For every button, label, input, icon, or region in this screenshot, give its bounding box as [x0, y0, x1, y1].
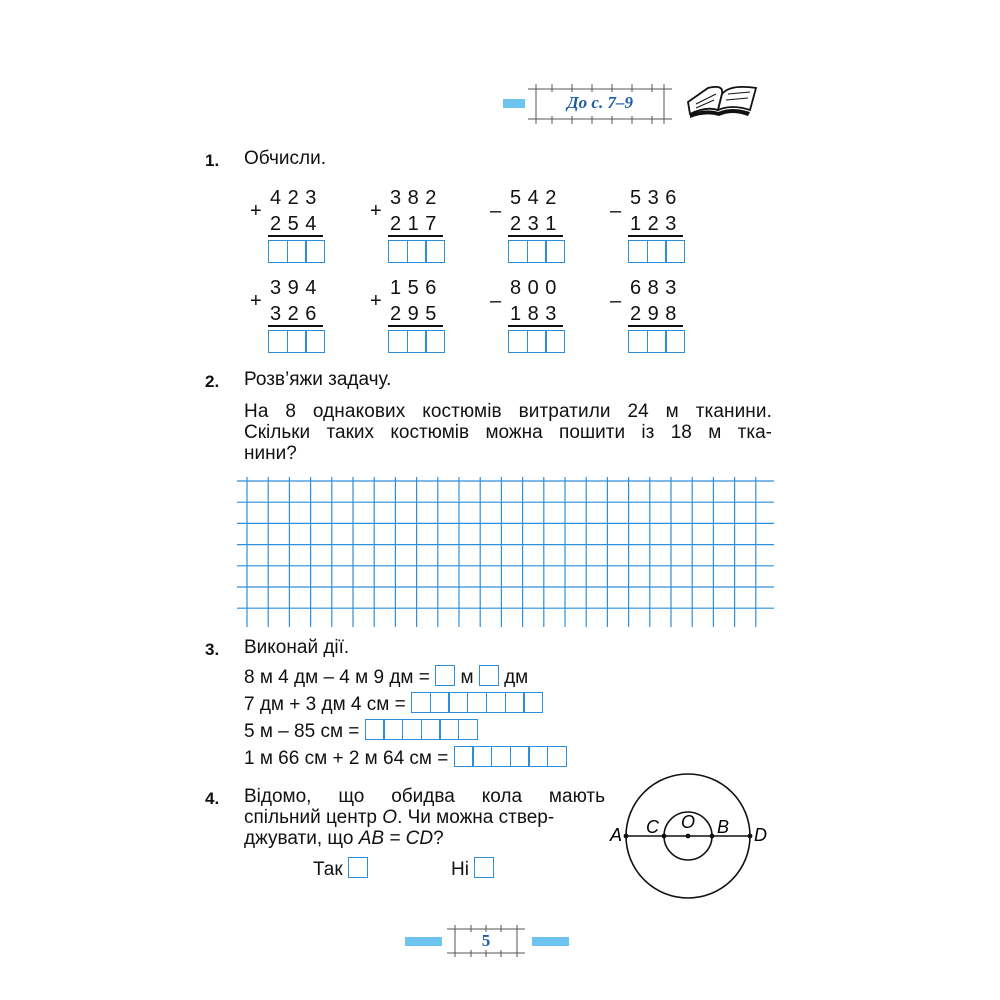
unit-dm: дм	[504, 667, 529, 688]
page-number: 5	[481, 931, 491, 950]
equation: AB = CD	[358, 828, 434, 849]
label-a: A	[610, 825, 623, 845]
unit-m: м	[460, 667, 474, 688]
sum-line	[628, 325, 683, 327]
operand-top: 683	[630, 277, 683, 299]
operand-bottom: 183	[510, 303, 563, 325]
operand-bottom: 231	[510, 213, 563, 235]
expression-text: 1 м 66 см + 2 м 64 см =	[244, 748, 449, 769]
question-line-2	[244, 807, 605, 829]
calc-column	[610, 275, 700, 345]
label-b: B	[717, 817, 730, 837]
expression-text: 8 м 4 дм – 4 м 9 дм =	[244, 667, 430, 688]
answer-boxes[interactable]	[388, 330, 444, 353]
answer-boxes[interactable]	[508, 240, 564, 263]
label-o: O	[681, 812, 696, 832]
answer-box-dm[interactable]	[479, 665, 499, 686]
operand-top: 536	[630, 187, 683, 209]
calc-column	[610, 185, 700, 255]
task-3-prompt: Виконай дії.	[244, 637, 350, 658]
operand-top: 156	[390, 277, 443, 299]
point-a	[624, 834, 629, 839]
point-c	[662, 834, 667, 839]
problem-text-line: Скільки таких костюмів можна пошити із 18 м тка-	[244, 422, 772, 443]
operand-bottom: 298	[630, 303, 683, 325]
answer-boxes[interactable]	[454, 746, 566, 767]
operator: –	[610, 290, 622, 312]
section-reference	[528, 84, 672, 124]
label-d: D	[754, 825, 767, 845]
point-d	[748, 834, 753, 839]
question-line-1: Відомо, що обидва кола мають	[244, 786, 605, 807]
expression-3	[244, 719, 477, 743]
operand-top: 382	[390, 187, 443, 209]
expression-1	[244, 665, 528, 689]
answer-boxes[interactable]	[268, 330, 324, 353]
sum-line	[388, 235, 443, 237]
answer-box-m[interactable]	[435, 665, 455, 686]
operand-bottom: 217	[390, 213, 443, 235]
operand-top: 800	[510, 277, 563, 299]
task-2-number: 2.	[205, 372, 220, 391]
operator: –	[490, 200, 502, 222]
calc-column	[370, 185, 460, 255]
footer-accent-bar-right	[532, 937, 569, 946]
operand-top: 542	[510, 187, 563, 209]
answer-boxes[interactable]	[628, 240, 684, 263]
sum-line	[268, 325, 323, 327]
calc-column	[250, 185, 340, 255]
point-b	[710, 834, 715, 839]
answer-boxes[interactable]	[508, 330, 564, 353]
answer-boxes[interactable]	[365, 719, 477, 740]
option-no	[451, 857, 494, 881]
task-1-prompt: Обчисли.	[244, 148, 327, 169]
answer-boxes[interactable]	[628, 330, 684, 353]
calc-column	[370, 275, 460, 345]
checkbox-no[interactable]	[474, 857, 494, 878]
question-text: джувати, що	[244, 828, 354, 849]
question-text: . Чи можна ствер-	[397, 807, 555, 828]
task-3-number: 3.	[205, 640, 220, 659]
point-label-o: O	[382, 807, 398, 828]
operator: –	[490, 290, 502, 312]
header-accent-bar	[503, 99, 525, 108]
answer-boxes[interactable]	[388, 240, 444, 263]
problem-text-line: нини?	[244, 443, 297, 464]
option-yes-label: Так	[313, 859, 343, 880]
sum-line	[508, 235, 563, 237]
expression-text: 7 дм + 3 дм 4 см =	[244, 694, 406, 715]
calc-column	[490, 275, 580, 345]
footer-accent-bar-left	[405, 937, 442, 946]
option-yes	[313, 857, 368, 881]
expression-text: 5 м – 85 см =	[244, 721, 360, 742]
operator: +	[370, 200, 382, 222]
calc-column	[490, 185, 580, 255]
operand-bottom: 295	[390, 303, 443, 325]
label-c: C	[646, 817, 659, 837]
sum-line	[268, 235, 323, 237]
operator: +	[250, 290, 262, 312]
task-1-number: 1.	[205, 151, 220, 170]
calc-column	[250, 275, 340, 345]
question-line-3	[244, 828, 444, 850]
expression-2	[244, 692, 542, 716]
question-text: спільний центр	[244, 807, 377, 828]
task-4-number: 4.	[205, 789, 220, 808]
operator: +	[250, 200, 262, 222]
question-text: ?	[433, 828, 444, 849]
problem-text-line: На 8 однакових костюмів витратили 24 м тканини.	[244, 401, 772, 422]
sum-line	[388, 325, 443, 327]
operand-bottom: 254	[270, 213, 323, 235]
answer-boxes[interactable]	[411, 692, 542, 713]
answer-boxes[interactable]	[268, 240, 324, 263]
concentric-circles-diagram	[604, 773, 780, 908]
checkbox-yes[interactable]	[348, 857, 368, 878]
open-book-icon	[684, 80, 760, 122]
operator: –	[610, 200, 622, 222]
operand-top: 423	[270, 187, 323, 209]
answer-grid[interactable]	[237, 477, 774, 627]
page-number-frame	[447, 925, 525, 957]
point-o	[686, 834, 691, 839]
sum-line	[628, 235, 683, 237]
option-no-label: Ні	[451, 859, 469, 880]
operand-bottom: 123	[630, 213, 683, 235]
expression-4	[244, 746, 566, 770]
operand-top: 394	[270, 277, 323, 299]
operand-bottom: 326	[270, 303, 323, 325]
sum-line	[508, 325, 563, 327]
task-2-prompt: Розв’яжи задачу.	[244, 369, 392, 390]
section-reference-label: До с. 7–9	[567, 93, 633, 112]
operator: +	[370, 290, 382, 312]
